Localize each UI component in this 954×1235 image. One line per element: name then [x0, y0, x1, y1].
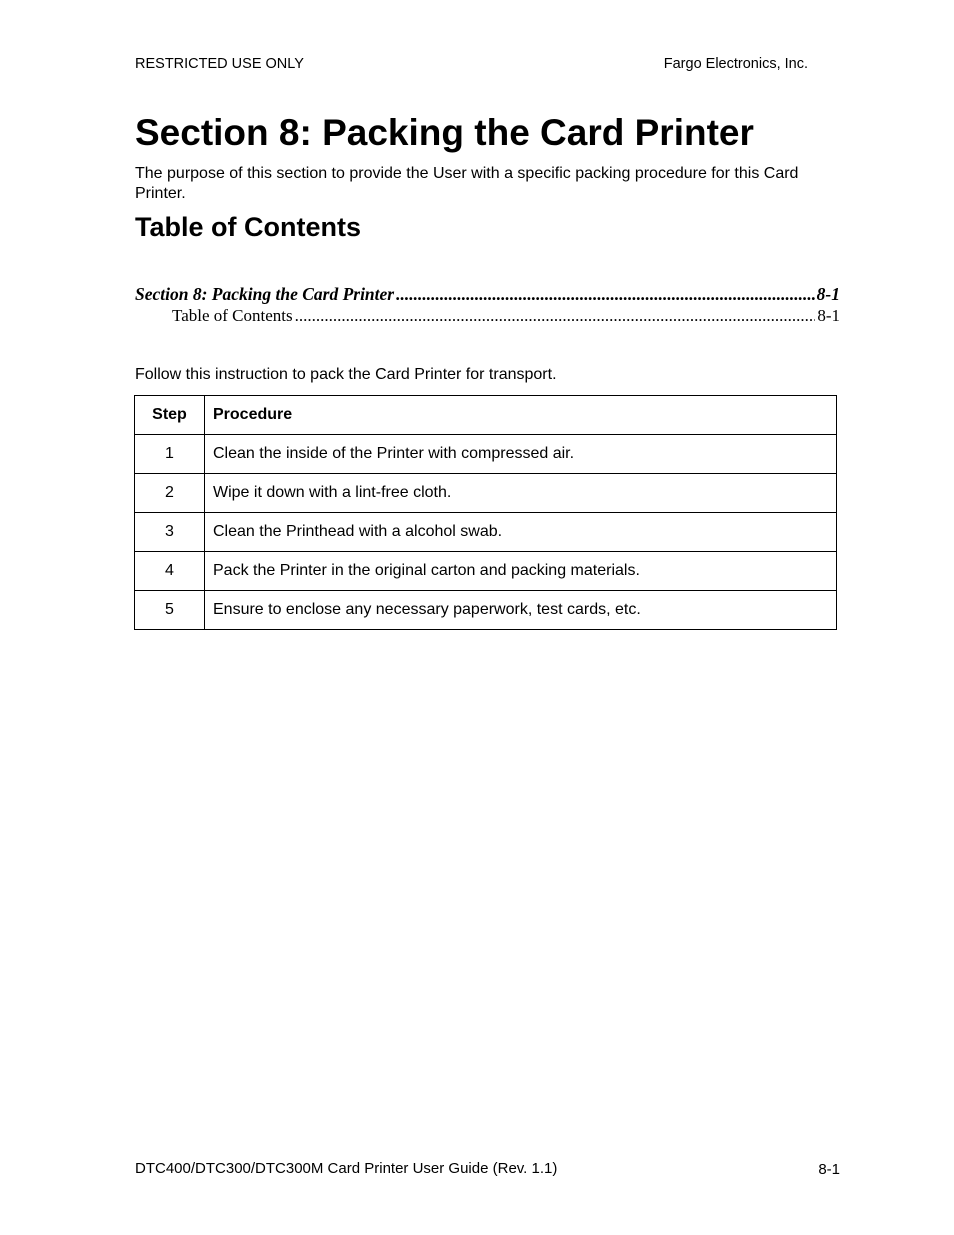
step-number: 4 — [135, 552, 205, 591]
step-number: 2 — [135, 474, 205, 513]
toc-entry-section[interactable] — [135, 284, 840, 306]
footer-guide-title: DTC400/DTC300/DTC300M Card Printer User Guide (Rev. 1.1) — [135, 1160, 558, 1177]
footer-page-number: 8-1 — [818, 1161, 840, 1178]
table-row — [135, 513, 837, 552]
table-row — [135, 591, 837, 630]
step-number: 1 — [135, 435, 205, 474]
table-header-row — [135, 396, 837, 435]
step-procedure: Pack the Printer in the original carton and packing materials. — [205, 552, 837, 591]
procedure-table — [134, 395, 837, 630]
toc-entry-page: 8-1 — [816, 284, 840, 304]
column-header-step: Step — [135, 396, 205, 435]
step-number: 3 — [135, 513, 205, 552]
toc-entry-label: Table of Contents — [172, 306, 293, 325]
toc-heading: Table of Contents — [135, 212, 361, 242]
header-company-name: Fargo Electronics, Inc. — [663, 56, 808, 72]
column-header-procedure: Procedure — [205, 396, 837, 435]
table-of-contents — [135, 284, 840, 328]
header-restriction-notice: RESTRICTED USE ONLY — [135, 56, 304, 72]
instruction-text: Follow this instruction to pack the Card Printer for transport. — [135, 366, 557, 383]
table-row — [135, 552, 837, 591]
table-row — [135, 435, 837, 474]
step-procedure: Ensure to enclose any necessary paperwork, test cards, etc. — [205, 591, 837, 630]
step-number: 5 — [135, 591, 205, 630]
table-row — [135, 474, 837, 513]
step-procedure: Wipe it down with a lint-free cloth. — [205, 474, 837, 513]
step-procedure: Clean the inside of the Printer with compressed air. — [205, 435, 837, 474]
toc-leader-dots — [295, 306, 816, 326]
toc-leader-dots — [396, 284, 815, 305]
section-title: Section 8: Packing the Card Printer — [135, 112, 754, 153]
toc-entry-page: 8-1 — [817, 306, 840, 325]
intro-paragraph: The purpose of this section to provide the User with a specific packing procedure for this Card Printer. — [135, 165, 799, 202]
toc-entry-label: Section 8: Packing the Card Printer — [135, 284, 395, 304]
toc-entry-contents[interactable] — [135, 306, 840, 328]
step-procedure: Clean the Printhead with a alcohol swab. — [205, 513, 837, 552]
